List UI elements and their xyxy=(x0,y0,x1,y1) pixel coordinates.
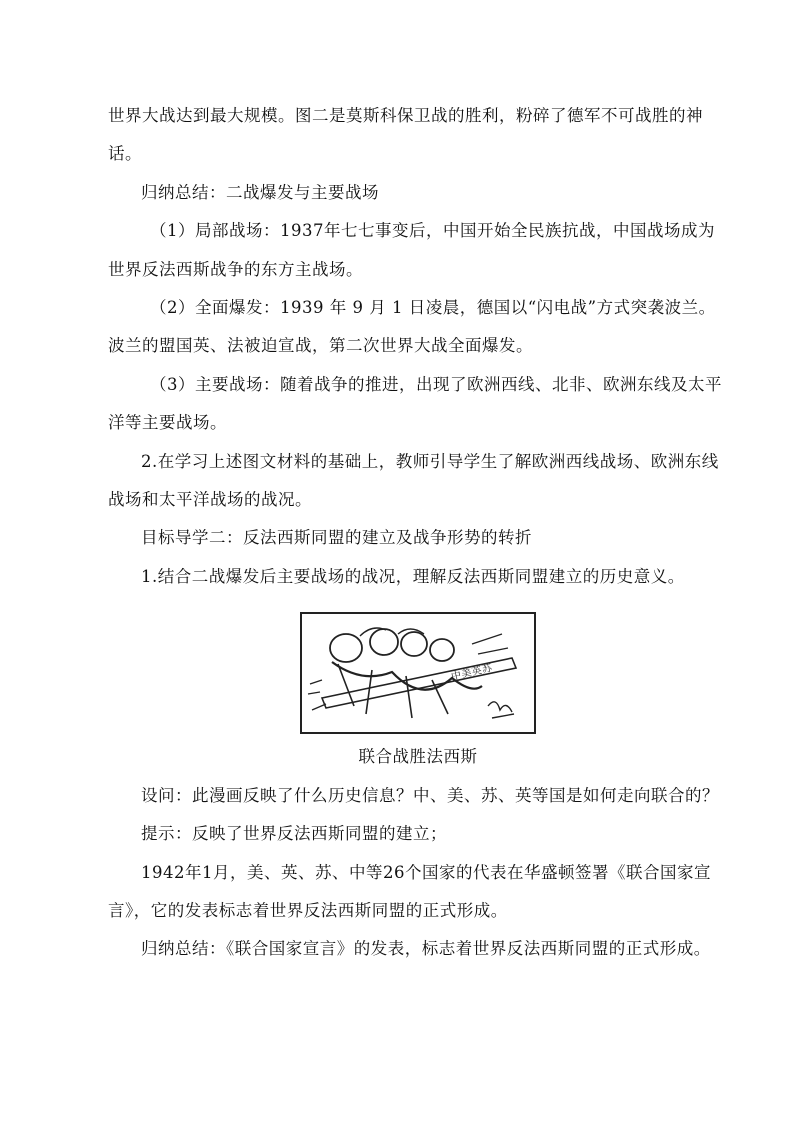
cartoon-figure xyxy=(300,612,536,734)
summary-heading-ww2-outbreak: 归纳总结：二战爆发与主要战场 xyxy=(141,182,379,202)
question-paragraph: 设问：此漫画反映了什么历史信息？中、美、苏、英等国是如何走向联合的？ xyxy=(141,785,719,805)
cartoon-banner-text: 中美英苏 xyxy=(450,663,494,684)
document-body xyxy=(108,97,728,969)
paragraph-moscow-defense: 世界大战达到最大规模。图二是莫斯科保卫战的胜利，粉碎了德军不可战胜的神话。 xyxy=(108,106,703,164)
paragraph-local-battlefield: （1）局部战场：1937年七七事变后，中国开始全民族抗战，中国战场成为世界反法西斯战争的东方主战场。 xyxy=(108,221,715,279)
cartoon-illustration xyxy=(302,614,534,732)
paragraph-full-outbreak: （2）全面爆发：1939 年 9 月 1 日凌晨，德国以“闪电战”方式突袭波兰。波兰的盟国英、法被迫宣战，第二次世界大战全面爆发。 xyxy=(108,298,716,356)
paragraph-goal-task: 1.结合二战爆发后主要战场的战况，理解反法西斯同盟建立的历史意义。 xyxy=(141,566,685,586)
summary-declaration: 归纳总结：《联合国家宣言》的发表，标志着世界反法西斯同盟的正式形成。 xyxy=(141,939,711,959)
paragraph-teacher-guide: 2.在学习上述图文材料的基础上，教师引导学生了解欧洲西线战场、欧洲东线战场和太平洋战场的战况。 xyxy=(108,451,719,510)
paragraph-main-battlefields: （3）主要战场：随着战争的推进，出现了欧洲西线、北非、欧洲东线及太平洋等主要战场。 xyxy=(108,374,722,433)
section-heading-goal-two: 目标导学二：反法西斯同盟的建立及战争形势的转折 xyxy=(141,528,532,548)
figure-caption: 联合战胜法西斯 xyxy=(358,747,478,767)
paragraph-declaration-1942: 1942年1月，美、英、苏、中等26个国家的代表在华盛顿签署《联合国家宣言》，它的发表标志着世界反法西斯同盟的正式形成。 xyxy=(108,862,711,920)
hint-paragraph: 提示：反映了世界反法西斯同盟的建立； xyxy=(141,824,447,844)
